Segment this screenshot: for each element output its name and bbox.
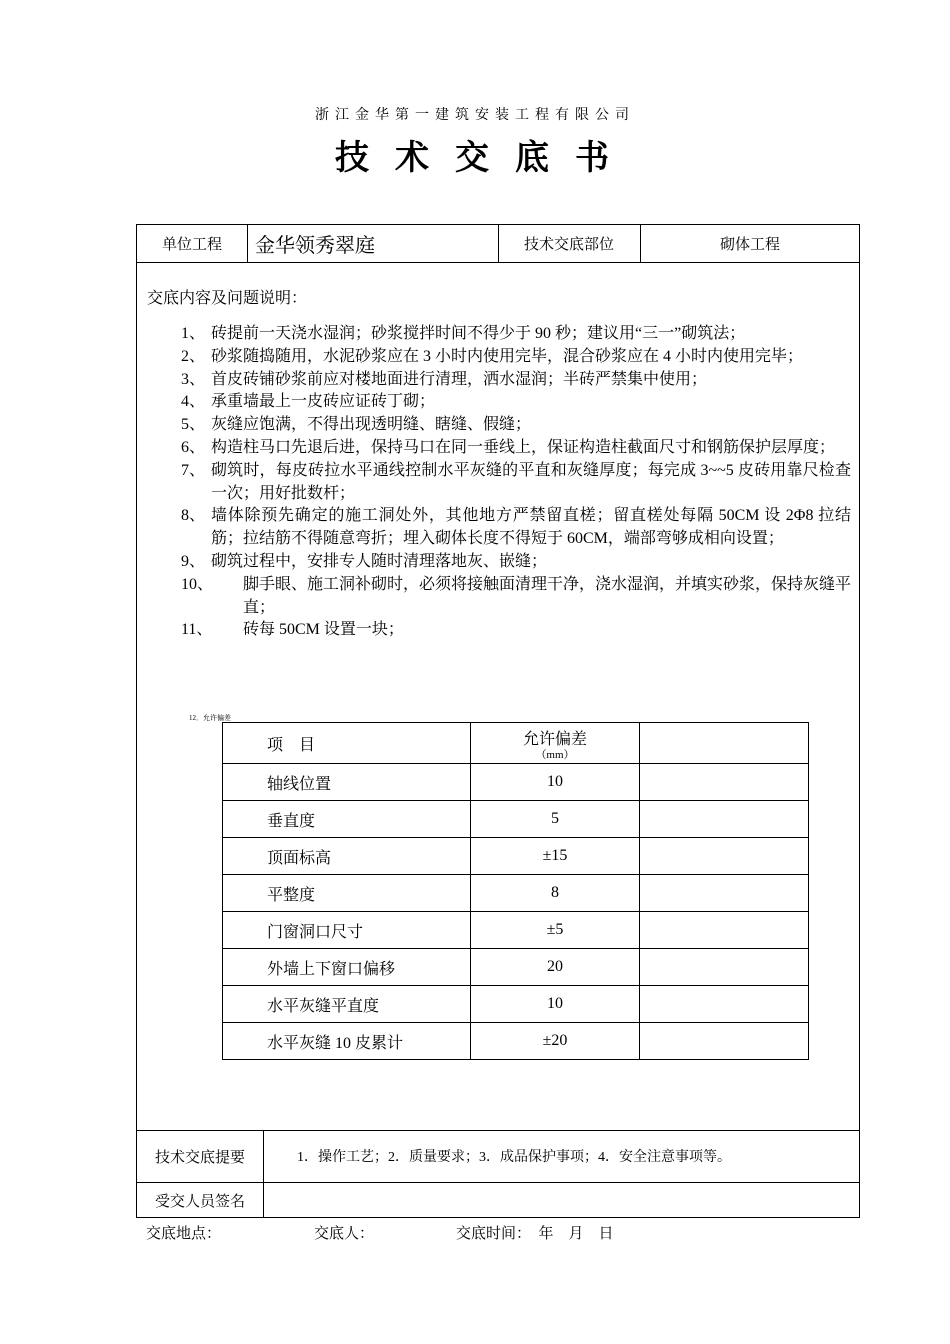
summary-value: 1．操作工艺；2．质量要求；3．成品保护事项；4．安全注意事项等。: [297, 1150, 731, 1165]
table-row: 水平灰缝平直度 10: [223, 986, 809, 1023]
table-row: 平整度 8: [223, 875, 809, 912]
document-form: [136, 224, 860, 1218]
list-item: 9、 砌筑过程中，安排专人随时清理落地灰、嵌缝；: [181, 552, 548, 570]
col-item-header: 项 目: [223, 723, 471, 764]
list-item: 2、 砂浆随捣随用，水泥砂浆应在 3 小时内使用完毕，混合砂浆应在 4 小时内使用完毕；: [181, 347, 804, 365]
list-item: 1、 砖提前一天浇水湿润；砂浆搅拌时间不得少于 90 秒；建议用“三一”砌筑法；: [181, 325, 746, 342]
part-value: 砌体工程: [719, 237, 780, 253]
list-item: 7、 砌筑时，每皮砖拉水平通线控制水平灰缝的平直和灰缝厚度；每完成 3~~5 皮砖用靠尺检查一次；用好批数杆；: [181, 461, 851, 502]
content-intro: 交底内容及问题说明：: [147, 290, 308, 307]
company-name: 浙江金华第一建筑安装工程有限公司: [315, 108, 635, 123]
unit-label: （mm）: [535, 748, 575, 761]
table-row: 轴线位置 10: [223, 764, 809, 801]
list-item: 6、 构造柱马口先退后进，保持马口在同一垂线上，保证构造柱截面尺寸和钢筋保护层厚度；: [181, 438, 836, 456]
table-row: 垂直度 5: [223, 801, 809, 838]
tolerance-table: [222, 722, 809, 1060]
list-item: 5、 灰缝应饱满，不得出现透明缝、瞎缝、假缝；: [181, 416, 532, 434]
requirements-list: [181, 323, 851, 642]
signature-field[interactable]: [267, 1182, 857, 1218]
list-item: 4、 承重墙最上一皮砖应证砖丁砌；: [181, 393, 436, 411]
table-header-row: [223, 723, 809, 764]
unit-label: 单位工程: [161, 237, 222, 253]
summary-label: 技术交底提要: [154, 1149, 245, 1166]
list-item: 8、 墙体除预先确定的施工洞处外，其他地方严禁留直槎；留直槎处每隔 50CM 设 2Φ8 拉结筋；拉结筋不得随意弯折；埋入砌体长度不得短于 60CM，端部弯够成相向设置；: [181, 507, 851, 548]
unit-value: 金华领秀翠庭: [255, 235, 375, 257]
footer-place: 交底地点：: [146, 1226, 222, 1242]
list-item: 3、 首皮砖铺砂浆前应对楼地面进行清理，洒水湿润；半砖严禁集中使用；: [181, 370, 708, 388]
page-title: 技术交底书: [335, 140, 635, 177]
col-tolerance-header: 允许偏差 （mm）: [471, 723, 640, 764]
table-row: 顶面标高 ±15: [223, 838, 809, 875]
table-row: 外墙上下窗口偏移 20: [223, 949, 809, 986]
table-row: 水平灰缝 10 皮累计 ±20: [223, 1023, 809, 1060]
footer-person: 交底人：: [314, 1226, 375, 1242]
tolerance-note: 12．允许偏差: [189, 714, 231, 722]
table-row: 门窗洞口尺寸 ±5: [223, 912, 809, 949]
signature-label: 受交人员签名: [154, 1193, 245, 1210]
list-item: 11、 砖每 50CM 设置一块；: [181, 621, 404, 639]
part-label: 技术交底部位: [523, 237, 614, 253]
footer-time: 交底时间： 年 月 日: [456, 1226, 614, 1242]
list-item: 10、 脚手眼、施工洞补砌时，必须将接触面清理干净，浇水湿润，并填实砂浆，保持灰缝平直；: [181, 575, 852, 616]
